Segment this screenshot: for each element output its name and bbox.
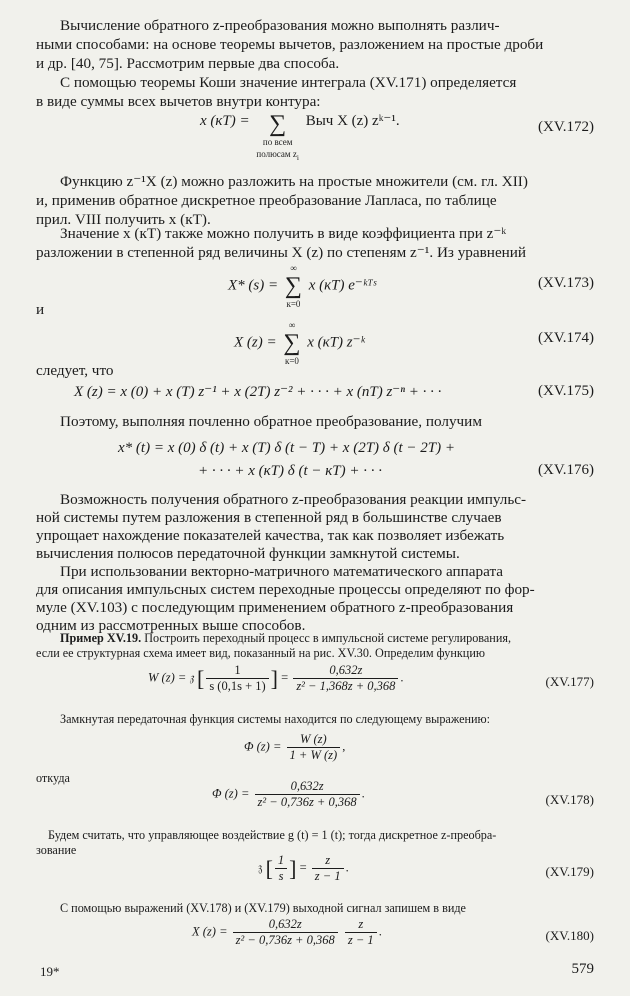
example-line: если ее структурная схема имеет вид, показанный на рис. XV.30. Определим функцию [36,646,485,660]
text-line: вычисления полюсов передаточной функции замкнутой системы. [36,545,460,562]
equation-number: (XV.178) [545,792,594,807]
text-line: Замкнутая передаточная функция системы находится по следующему выражению: [60,712,491,726]
text-line: С помощью выражений (XV.178) и (XV.179) выходной сигнал запишем в виде [60,901,466,915]
text-line: разложении в степенной ряд величины X (z) по степеням z⁻¹. Из уравнений [36,244,527,261]
text-line: упрощает нахождение показателей качества, так как позволяет избежать [36,527,505,544]
text-line: следует, что [36,362,114,379]
equation-xv174: X (z) = ∞ ∑ к=0 x (кT) z⁻ᵏ [234,320,365,366]
printer-signature: 19* [40,964,60,979]
text-line: и др. [40, 75]. Рассмотрим первые два способа. [36,55,340,72]
equation-number: (XV.176) [538,462,594,478]
equation-xv173: X* (s) = ∞ ∑ к=0 x (кT) e⁻ᵏᵀˢ [228,263,376,309]
equation-xv176-line1: x* (t) = x (0) δ (t) + x (T) δ (t − T) + x (2T) δ (t − 2T) + [118,440,456,456]
text-line: Возможность получения обратного z-преобразования реакции импульс- [60,491,527,508]
text-line: Вычисление обратного z-преобразования можно выполнять различ- [60,17,500,34]
equation-phi: Φ (z) = $\frac{W (z)}{1 + W (z)}$ , [244,732,346,762]
text-line: ной системы путем разложения в степенной ряд в большинстве случаев [36,509,502,526]
equation-xv179: 𝔷 [ $\frac{1}{s}$ ] = $\frac{z}{z - 1}$ . [258,853,349,883]
text-line: муле (XV.103) с последующим применением обратного z-преобразования [36,599,514,616]
text-line: Будем считать, что управляющее воздействие g (t) = 1 (t); тогда дискретное z-преобра- [48,828,497,842]
text-line: зование [36,843,77,857]
text-line: и [36,301,45,318]
equation-number: (XV.177) [545,674,594,689]
equation-number: (XV.174) [538,330,594,346]
equation-xv172: x (кT) = ∑ по всем полюсам $z_i$ Выч X (z) zᵏ⁻¹. [200,111,400,162]
equation-xv180: X (z) = $\frac{0,632z}{\text{z² − 0,736z + 0,368}}$ $\frac{z}{z - 1}$ . [192,917,382,947]
equation-xv176-line2: + · · · + x (кT) δ (t − кT) + · · · [198,463,382,479]
text-line: и, применив обратное дискретное преобразование Лапласа, по таблице [36,192,497,209]
text-line: одним из рассмотренных выше способов. [36,617,306,634]
text-line: откуда [36,771,70,785]
example-label: Пример XV.19. [60,631,142,645]
equation-number: (XV.180) [545,928,594,943]
equation-xv175: X (z) = x (0) + x (T) z⁻¹ + x (2T) z⁻² + · · · + x (nT) z⁻ⁿ + · · · [74,384,442,400]
equation-number: (XV.172) [538,119,594,135]
equation-number: (XV.173) [538,275,594,291]
text-line: Поэтому, выполняя почленно обратное преобразование, получим [60,413,482,430]
example-line: Пример XV.19. Построить переходный процесс в импульсной системе регулирования, [60,631,511,645]
text-line: Функцию z⁻¹X (z) можно разложить на простые множители (см. гл. XII) [60,173,528,190]
text-line: ными способами: на основе теоремы вычетов, разложением на простые дроби [36,36,544,53]
equation-number: (XV.175) [538,383,594,399]
text-line: для описания импульсных систем переходные процессы определяют по фор- [36,581,535,598]
page-number: 579 [571,961,594,977]
equation-number: (XV.179) [545,864,594,879]
text-line: При использовании векторно-матричного математического аппарата [60,563,504,580]
equation-xv177: W (z) = 𝔷 [ $\frac{1}{s (0,1s + 1)}$ ] = $\frac{0,632z}{\text{z² − 1,368z + 0,368}}$ . [148,663,404,693]
equation-xv178: Φ (z) = $\frac{0,632z}{\text{z² − 0,736z + 0,368}}$ . [212,779,365,809]
text-line: Значение x (кT) также можно получить в виде коэффициента при z⁻ᵏ [60,225,507,242]
text-line: прил. VIII получить x (кT). [36,211,211,228]
text-line: в виде суммы всех вычетов внутри контура: [36,93,321,110]
text-line: С помощью теоремы Коши значение интеграла (XV.171) определяется [60,74,517,91]
